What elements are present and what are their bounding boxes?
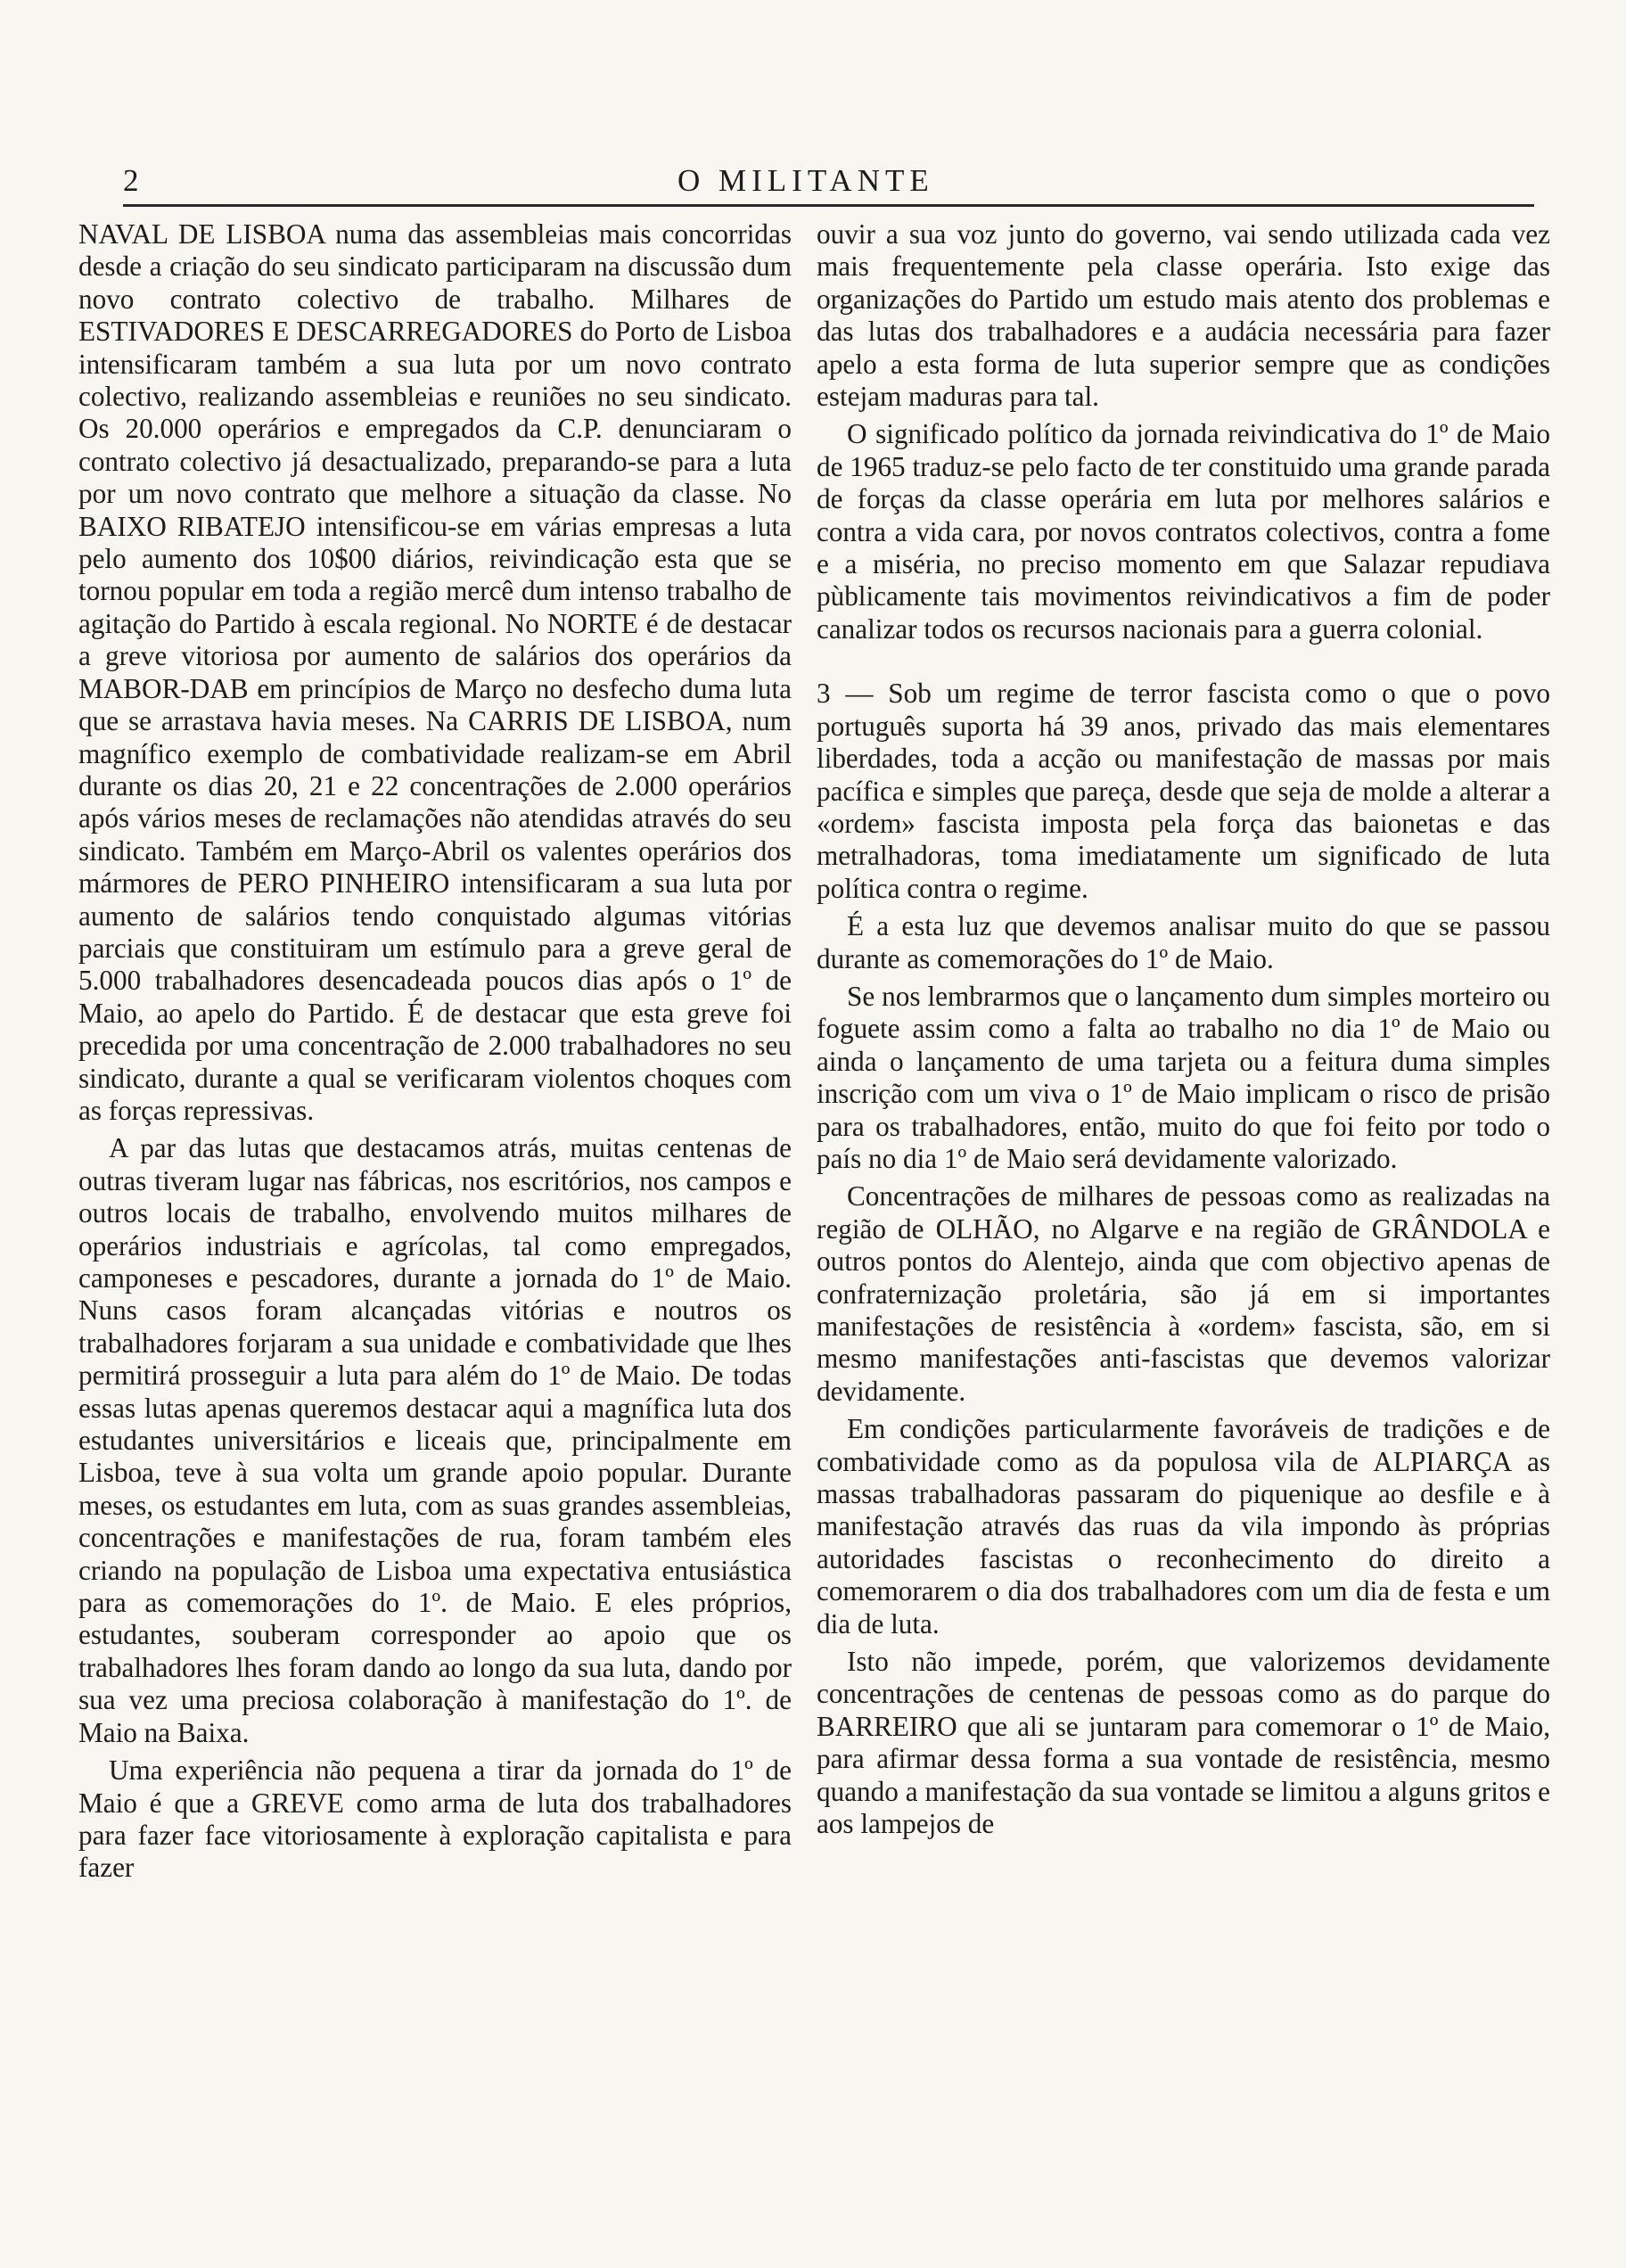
right-paragraph-7: Em condições particularmente favoráveis de tradições e de combatividade como as da populosa vila de ALPIARÇA as massas trabalhadoras passaram do piquenique ao desfile e à manifestação através das ruas da vila impondo às próprias autoridades fascistas o reconhecimento do direito a comemorarem o dia dos trabalhadores com um dia de festa e um dia de luta. — [817, 1413, 1550, 1639]
page-number: 2 — [123, 163, 140, 198]
right-paragraph-4: É a esta luz que devemos analisar muito do que se passou durante as comemorações do 1º de Maio. — [817, 910, 1550, 974]
right-paragraph-5: Se nos lembrarmos que o lançamento dum simples morteiro ou foguete assim como a falta ao trabalho no dia 1º de Maio ou ainda o lançamento de uma tarjeta ou a feitura duma simples inscrição com um viva o 1º de Maio implicam o risco de prisão para os trabalhadores, então, muito do que foi feito por todo o país no dia 1º de Maio será devidamente valorizado. — [817, 980, 1550, 1174]
right-paragraph-3: 3 — Sob um regime de terror fascista como o que o povo português suporta há 39 anos, privado das mais elementares liberdades, toda a acção ou manifestação de massas por mais pacífica e simples que pareça, desde que seja de molde a alterar a «ordem» fascista imposta pela força das baionetas e das metralhadoras, toma imediatamente um significado de luta política contra o regime. — [817, 678, 1550, 904]
left-column — [78, 218, 792, 1885]
right-paragraph-6: Concentrações de milhares de pessoas como as realizadas na região de OLHÃO, no Algarve e na região de GRÂNDOLA e outros pontos do Alentejo, ainda que com objectivo apenas de confraternização proletária, são já em si importantes manifestações de resistência à «ordem» fascista, são, em si mesmo manifestações anti-fascistas que devemos valorizar devidamente. — [817, 1180, 1550, 1407]
page-title: O MILITANTE — [678, 163, 934, 198]
left-paragraph-1: NAVAL DE LISBOA numa das assembleias mais concorridas desde a criação do seu sindicato participaram na discussão dum novo contrato colectivo de trabalho. Milhares de ESTIVADORES E DESCARREGADORES do Porto de Lisboa intensificaram também a sua luta por um novo contrato colectivo, realizando assembleias e reuniões no seu sindicato. Os 20.000 operários e empregados da C.P. denunciaram o contrato colectivo já desactualizado, preparando-se para a luta por um novo contrato que melhore a situação da classe. No BAIXO RIBATEJO intensificou-se em várias empresas a luta pelo aumento dos 10$00 diários, reivindicação esta que se tornou popular em toda a região mercê dum intenso trabalho de agitação do Partido à escala regional. No NORTE é de destacar a greve vitoriosa por aumento de salários dos operários da MABOR-DAB em princípios de Março no desfecho duma luta que se arrastava havia meses. Na CARRIS DE LISBOA, num magnífico exemplo de combatividade realizam-se em Abril durante os dias 20, 21 e 22 concentrações de 2.000 operários após vários meses de reclamações não atendidas através do seu sindicato. Também em Março-Abril os valentes operários dos mármores de PERO PINHEIRO intensificaram a sua luta por aumento de salários tendo conquistado algumas vitórias parciais que constituiram um estímulo para a greve geral de 5.000 trabalhadores desencadeada poucos dias após o 1º de Maio, ao apelo do Partido. É de destacar que esta greve foi precedida por uma concentração de 2.000 trabalhadores no seu sindicato, durante a qual se verificaram violentos choques com as forças repressivas. — [78, 218, 792, 1126]
right-paragraph-1: ouvir a sua voz junto do governo, vai sendo utilizada cada vez mais frequentemente pela classe operária. Isto exige das organizações do Partido um estudo mais atento dos problemas e das lutas dos trabalhadores e a audácia necessária para fazer apelo a esta forma de luta superior sempre que as condições estejam maduras para tal. — [817, 218, 1550, 413]
left-paragraph-3: Uma experiência não pequena a tirar da jornada do 1º de Maio é que a GREVE como arma de luta dos trabalhadores para fazer face vitoriosamente à exploração capitalista e para fazer — [78, 1754, 792, 1884]
right-paragraph-8: Isto não impede, porém, que valorizemos devidamente concentrações de centenas de pessoas como as do parque do BARREIRO que ali se juntaram para comemorar o 1º de Maio, para afirmar dessa forma a sua vontade de resistência, mesmo quando a manifestação da sua vontade se limitou a alguns gritos e aos lampejos de — [817, 1646, 1550, 1840]
left-paragraph-2: A par das lutas que destacamos atrás, muitas centenas de outras tiveram lugar nas fábricas, nos escritórios, nos campos e outros locais de trabalho, envolvendo muitos milhares de operários industriais e agrícolas, tal como empregados, camponeses e pescadores, durante a jornada do 1º de Maio. Nuns casos foram alcançadas vitórias e noutros os trabalhadores forjaram a sua unidade e combatividade que lhes permitirá prosseguir a luta para além do 1º de Maio. De todas essas lutas apenas queremos destacar aqui a magnífica luta dos estudantes universitários e liceais que, principalmente em Lisboa, teve à sua volta um grande apoio popular. Durante meses, os estudantes em luta, com as suas grandes assembleias, concentrações e manifestações de rua, foram também eles criando na população de Lisboa uma expectativa entusiástica para as comemorações do 1º. de Maio. E eles próprios, estudantes, souberam corresponder ao apoio que os trabalhadores lhes foram dando ao longo da sua luta, dando por sua vez uma preciosa colaboração à manifestação do 1º. de Maio na Baixa. — [78, 1132, 792, 1748]
right-column — [817, 218, 1550, 1841]
header-rule — [123, 204, 1534, 207]
right-paragraph-2: O significado político da jornada reivindicativa do 1º de Maio de 1965 traduz-se pelo facto de ter constituido uma grande parada de forças da classe operária em luta por melhores salários e contra a vida cara, por novos contratos colectivos, contra a fome e a miséria, no preciso momento em que Salazar repudiava pùblicamente tais movimentos reivindicativos a fim de poder canalizar todos os recursos nacionais para a guerra colonial. — [817, 418, 1550, 645]
